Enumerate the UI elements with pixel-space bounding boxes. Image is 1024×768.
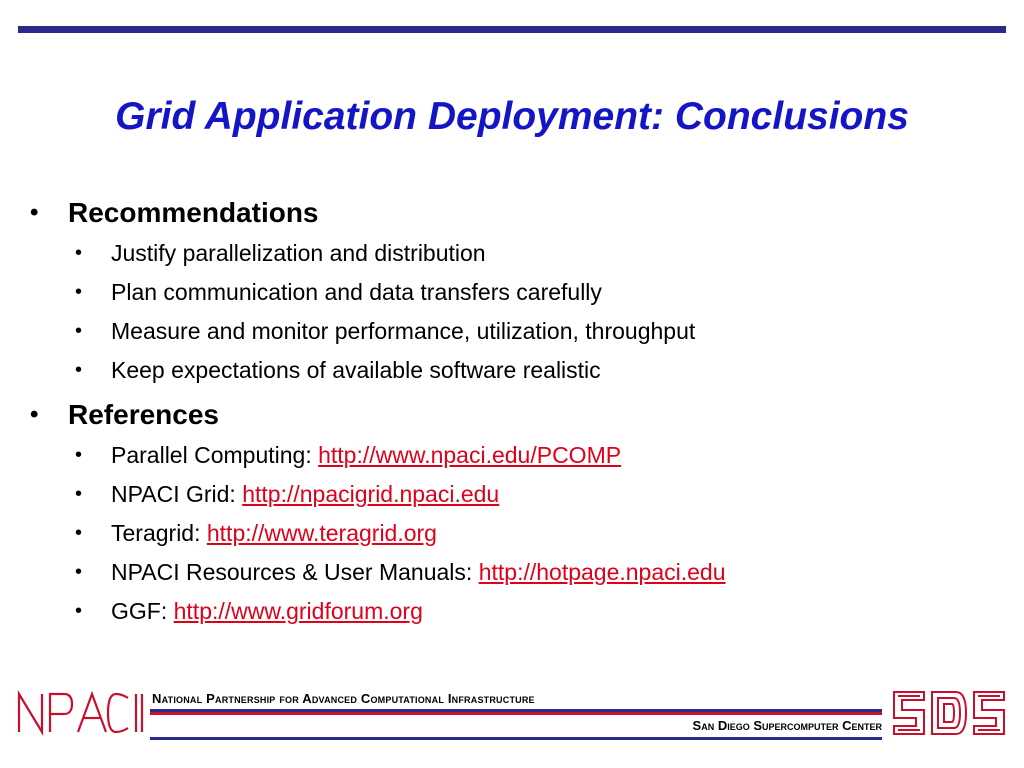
bullet-icon: • xyxy=(75,359,83,381)
section-heading-label: References xyxy=(68,399,219,430)
section-heading xyxy=(30,394,1010,436)
list-item xyxy=(30,475,1010,514)
reference-label: Teragrid: xyxy=(111,520,207,546)
section-heading xyxy=(30,192,1010,234)
section-recommendations xyxy=(30,192,1010,390)
footer-center-name: San Diego Supercomputer Center xyxy=(692,718,882,733)
bullet-icon: • xyxy=(30,401,39,428)
reference-label: GGF: xyxy=(111,598,174,624)
list-item xyxy=(30,312,1010,351)
recommendations-list xyxy=(30,234,1010,390)
top-rule xyxy=(18,26,1006,33)
bullet-icon: • xyxy=(75,561,83,583)
reference-link-pcomp[interactable]: http://www.npaci.edu/PCOMP xyxy=(318,442,622,468)
reference-label: Parallel Computing: xyxy=(111,442,319,468)
references-list xyxy=(30,436,1010,631)
footer-org-name: National Partnership for Advanced Computational Infrastructure xyxy=(152,691,535,706)
sdsc-logo xyxy=(890,688,1008,740)
list-item xyxy=(30,592,1010,631)
reference-link-npacigrid[interactable]: http://npacigrid.npaci.edu xyxy=(242,481,500,507)
section-heading-label: Recommendations xyxy=(68,197,319,228)
list-item xyxy=(30,553,1010,592)
slide-content xyxy=(30,192,1010,635)
slide-title: Grid Application Deployment: Conclusions xyxy=(115,95,909,138)
npaci-logo-text: NPACI xyxy=(17,689,20,690)
bullet-icon: • xyxy=(75,281,83,303)
reference-label: NPACI Resources & User Manuals: xyxy=(111,559,479,585)
list-item xyxy=(30,273,1010,312)
bullet-icon: • xyxy=(30,199,39,226)
reference-link-teragrid[interactable]: http://www.teragrid.org xyxy=(206,520,437,546)
list-item xyxy=(30,514,1010,553)
reference-link-hotpage[interactable]: http://hotpage.npaci.edu xyxy=(478,559,726,585)
list-item-text: Measure and monitor performance, utilization, throughput xyxy=(111,318,696,344)
list-item xyxy=(30,436,1010,475)
footer-rule-bottom xyxy=(150,737,882,740)
list-item xyxy=(30,234,1010,273)
footer-rule-red xyxy=(150,712,882,715)
bullet-icon: • xyxy=(75,600,83,622)
list-item-text: Keep expectations of available software realistic xyxy=(111,357,601,383)
section-references xyxy=(30,394,1010,631)
list-item-text: Justify parallelization and distribution xyxy=(111,240,486,266)
bullet-icon: • xyxy=(75,320,83,342)
list-item xyxy=(30,351,1010,390)
bullet-icon: • xyxy=(75,444,83,466)
list-item-text: Plan communication and data transfers carefully xyxy=(111,279,602,305)
bullet-icon: • xyxy=(75,483,83,505)
npaci-logo xyxy=(16,688,148,736)
bullet-icon: • xyxy=(75,522,83,544)
reference-label: NPACI Grid: xyxy=(111,481,243,507)
bullet-icon: • xyxy=(75,242,83,264)
reference-link-gridforum[interactable]: http://www.gridforum.org xyxy=(173,598,423,624)
